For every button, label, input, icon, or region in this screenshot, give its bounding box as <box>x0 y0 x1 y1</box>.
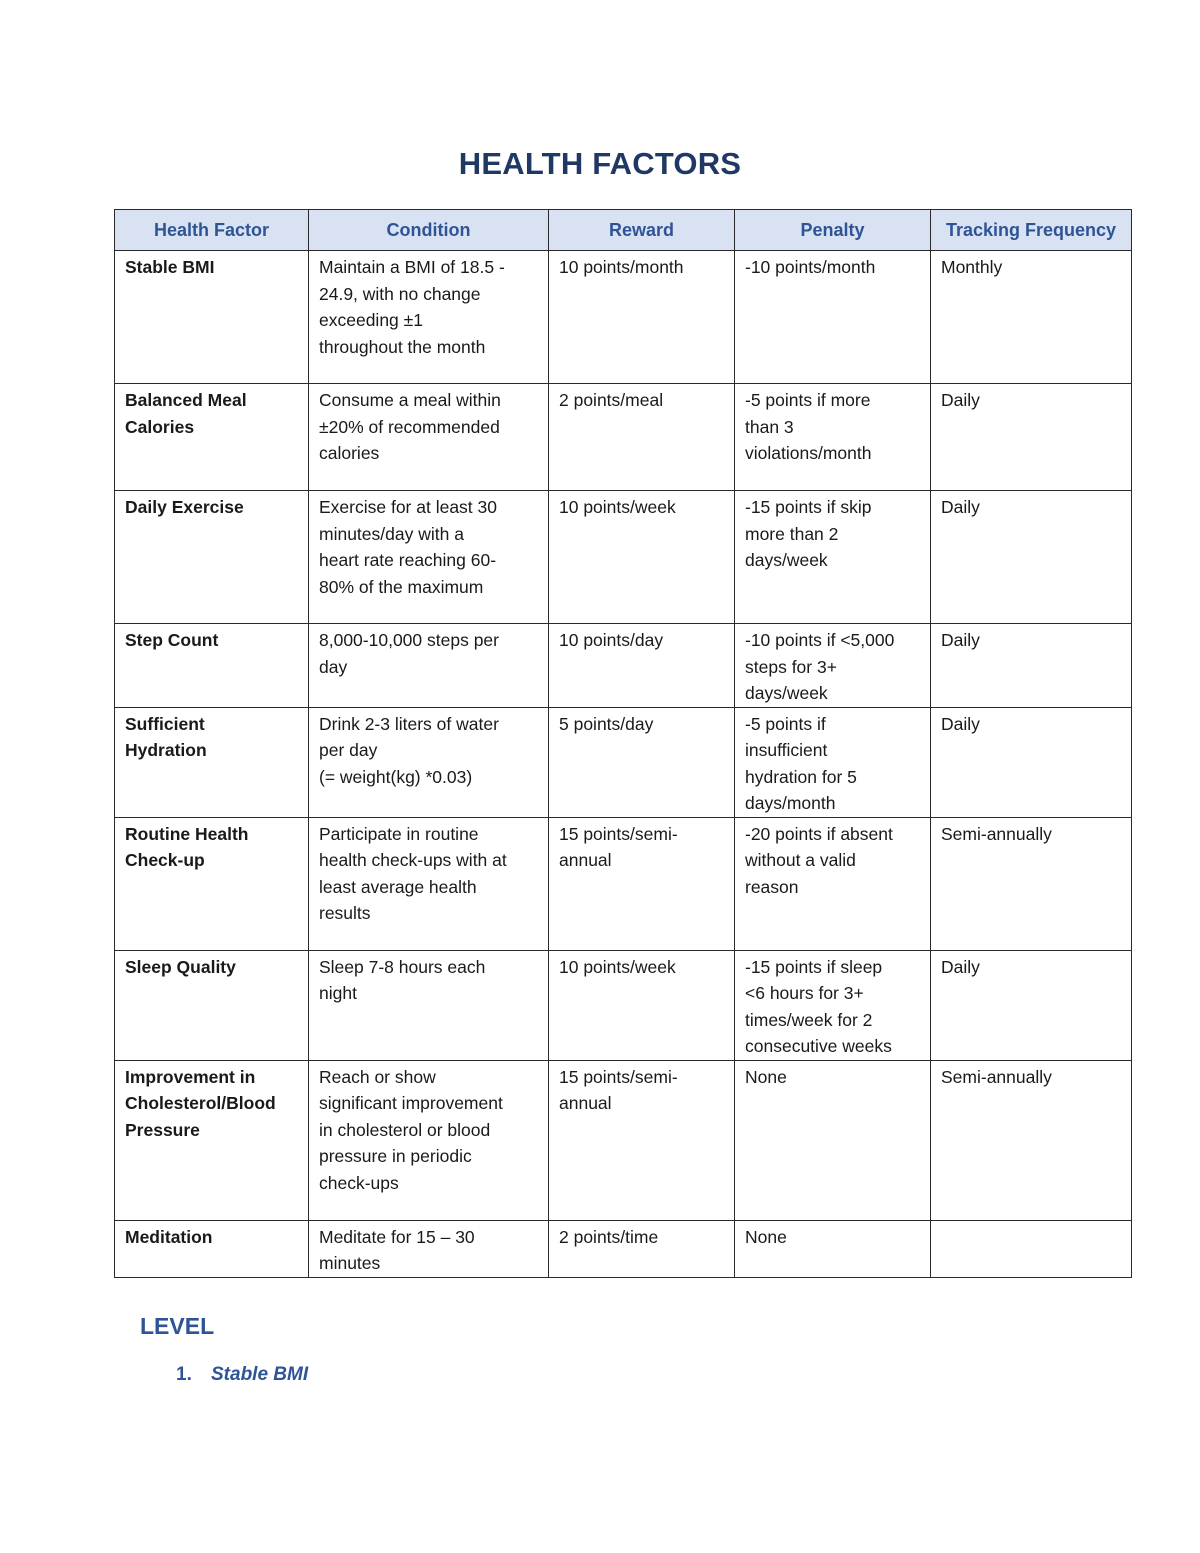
cell-condition: Exercise for at least 30 minutes/day with a heart rate reaching 60- 80% of the maximum <box>309 491 549 624</box>
cell-condition: Consume a meal within ±20% of recommended calories <box>309 384 549 491</box>
cell-penalty: -10 points if <5,000 steps for 3+ days/week <box>735 624 931 708</box>
level-heading: LEVEL <box>140 1313 215 1339</box>
table-row <box>115 1220 1132 1277</box>
cell-condition: Maintain a BMI of 18.5 - 24.9, with no change exceeding ±1 throughout the month <box>309 251 549 384</box>
cell-factor: Sufficient Hydration <box>115 707 309 817</box>
cell-penalty: -15 points if sleep <6 hours for 3+ times/week for 2 consecutive weeks <box>735 950 931 1060</box>
header-row <box>115 210 1132 251</box>
cell-factor: Routine Health Check-up <box>115 817 309 950</box>
cell-condition: Participate in routine health check-ups with at least average health results <box>309 817 549 950</box>
header-health-factor: Health Factor <box>115 210 309 251</box>
table-row <box>115 624 1132 708</box>
header-condition: Condition <box>309 210 549 251</box>
table-row <box>115 950 1132 1060</box>
cell-frequency: Semi-annually <box>931 817 1132 950</box>
cell-frequency: Daily <box>931 491 1132 624</box>
list-item-label: Stable BMI <box>211 1364 309 1385</box>
cell-reward: 15 points/semi- annual <box>549 1060 735 1220</box>
cell-reward: 2 points/meal <box>549 384 735 491</box>
cell-frequency: Semi-annually <box>931 1060 1132 1220</box>
cell-factor: Balanced Meal Calories <box>115 384 309 491</box>
cell-frequency: Daily <box>931 384 1132 491</box>
header-reward: Reward <box>549 210 735 251</box>
table-row <box>115 1060 1132 1220</box>
cell-reward: 5 points/day <box>549 707 735 817</box>
cell-factor: Step Count <box>115 624 309 708</box>
cell-frequency: Monthly <box>931 251 1132 384</box>
table-row <box>115 384 1132 491</box>
cell-penalty: -5 points if insufficient hydration for 5 days/month <box>735 707 931 817</box>
table-row <box>115 251 1132 384</box>
header-penalty: Penalty <box>735 210 931 251</box>
cell-penalty: -5 points if more than 3 violations/month <box>735 384 931 491</box>
cell-penalty: -10 points/month <box>735 251 931 384</box>
cell-condition: Sleep 7-8 hours each night <box>309 950 549 1060</box>
cell-penalty: None <box>735 1220 931 1277</box>
table-header <box>115 210 1132 251</box>
level-list <box>176 1364 308 1386</box>
cell-frequency: Daily <box>931 624 1132 708</box>
cell-condition: Reach or show significant improvement in cholesterol or blood pressure in periodic check-ups <box>309 1060 549 1220</box>
table-row <box>115 707 1132 817</box>
cell-frequency <box>931 1220 1132 1277</box>
cell-factor: Improvement in Cholesterol/Blood Pressure <box>115 1060 309 1220</box>
table-row <box>115 817 1132 950</box>
cell-penalty: None <box>735 1060 931 1220</box>
list-item-number: 1. <box>176 1364 192 1385</box>
header-tracking-frequency: Tracking Frequency <box>931 210 1132 251</box>
cell-factor: Meditation <box>115 1220 309 1277</box>
health-factors-table <box>114 209 1132 1278</box>
cell-penalty: -15 points if skip more than 2 days/week <box>735 491 931 624</box>
cell-condition: Meditate for 15 – 30 minutes <box>309 1220 549 1277</box>
cell-factor: Daily Exercise <box>115 491 309 624</box>
cell-frequency: Daily <box>931 950 1132 1060</box>
page-title: HEALTH FACTORS <box>458 146 742 181</box>
cell-reward: 15 points/semi- annual <box>549 817 735 950</box>
cell-frequency: Daily <box>931 707 1132 817</box>
cell-reward: 2 points/time <box>549 1220 735 1277</box>
cell-reward: 10 points/week <box>549 491 735 624</box>
cell-condition: Drink 2-3 liters of water per day (= weight(kg) *0.03) <box>309 707 549 817</box>
table-row <box>115 491 1132 624</box>
cell-factor: Sleep Quality <box>115 950 309 1060</box>
list-item <box>176 1364 308 1386</box>
table-body <box>115 251 1132 1278</box>
cell-reward: 10 points/day <box>549 624 735 708</box>
cell-reward: 10 points/month <box>549 251 735 384</box>
cell-condition: 8,000-10,000 steps per day <box>309 624 549 708</box>
cell-factor: Stable BMI <box>115 251 309 384</box>
cell-reward: 10 points/week <box>549 950 735 1060</box>
cell-penalty: -20 points if absent without a valid reason <box>735 817 931 950</box>
